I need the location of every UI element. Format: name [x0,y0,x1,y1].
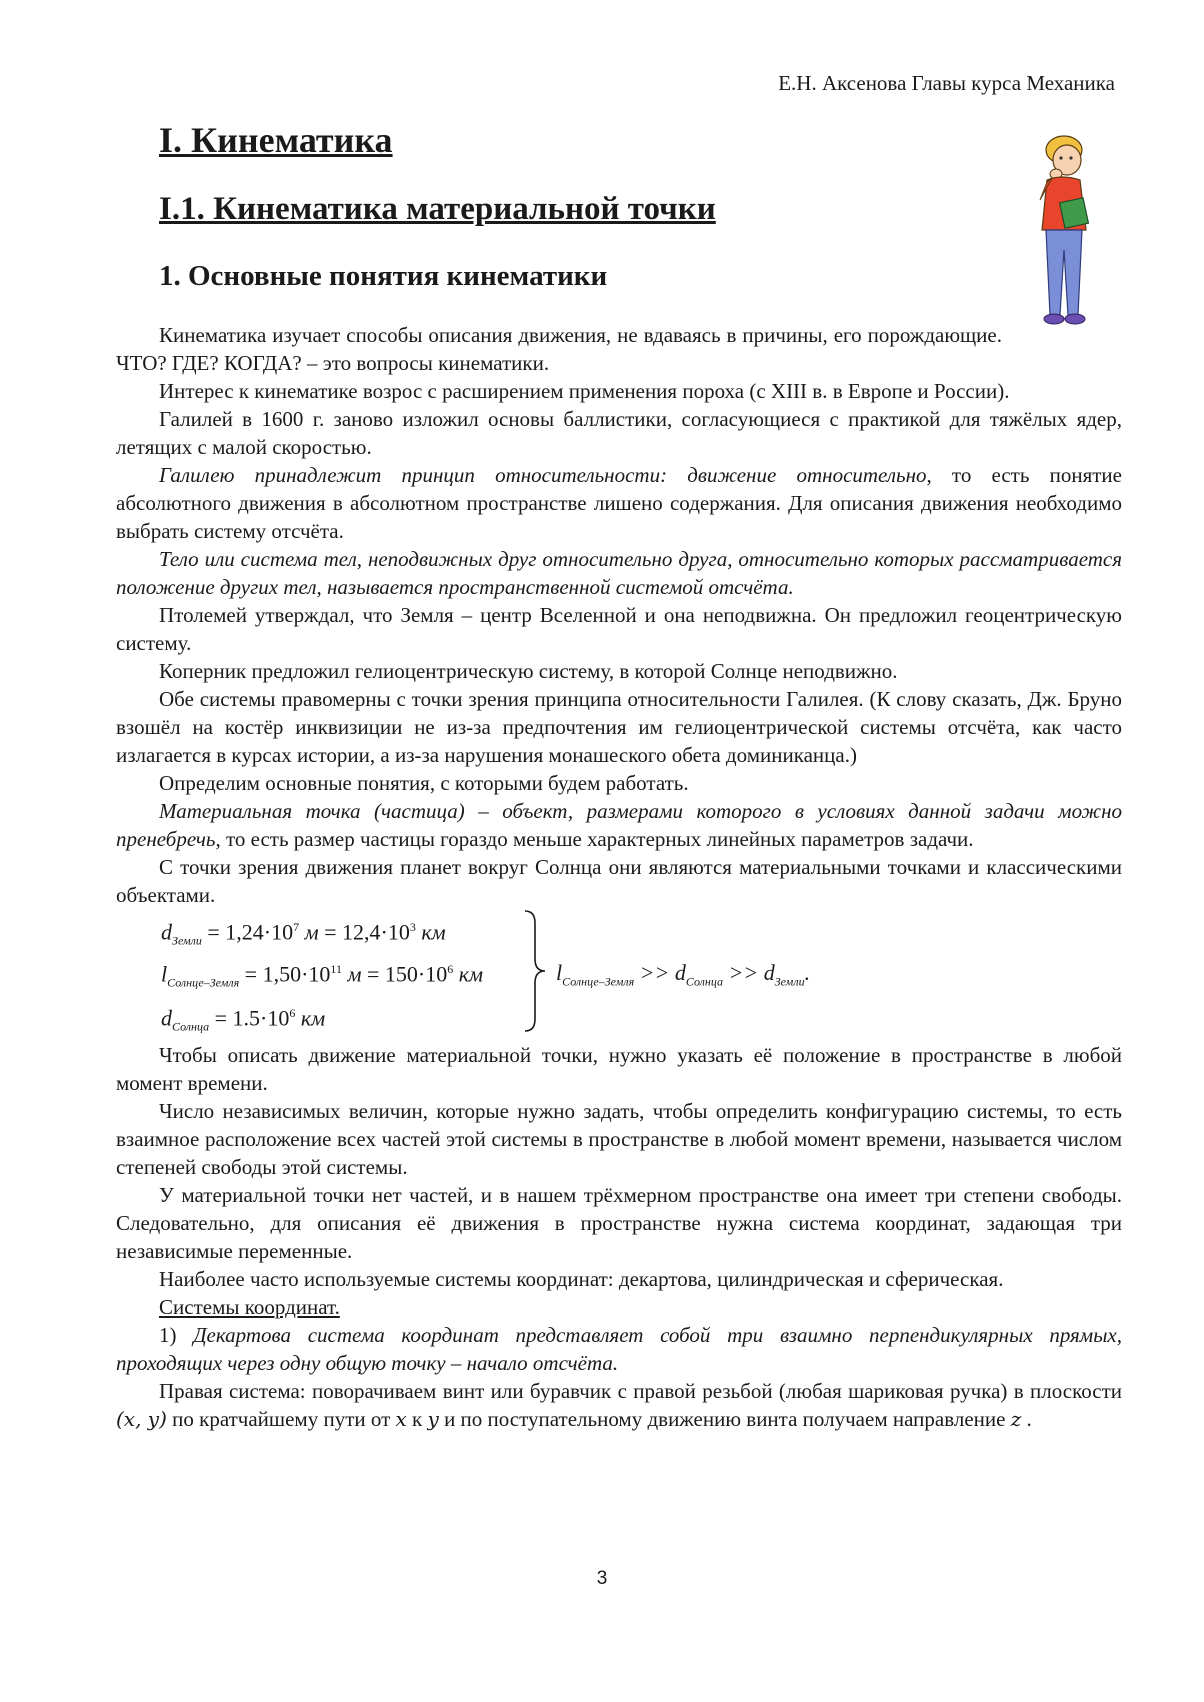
formula-sun-diameter: $d_{Солнца} = 1.5\cdot 10^6$ км [161,1005,326,1034]
paragraph: Кинематика изучает способы описания движения, не вдаваясь в причины, его порождающие. ЧТО? ГДЕ? КОГДА? – это вопросы кинематики. [116,323,1002,375]
section-title: I.1. Кинематика материальной точки [159,191,716,227]
paragraph-text: , то есть понятие абсолютного движения в абсолютном пространстве лишено содержания. Для описания движения необходимо выбрать систему отсчёта. [116,463,1122,543]
paragraph: Птолемей утверждал, что Земля – центр Вселенной и она неподвижна. Он предложил геоцентрическую систему. [116,603,1122,655]
body-text [116,321,1122,1433]
list-number: 1) [159,1323,194,1347]
page-number: 3 [596,1568,608,1589]
paragraph: Чтобы описать движение материальной точки, нужно указать её положение в пространстве в любой момент времени. [116,1043,1122,1095]
paragraph: Интерес к кинематике возрос с расширением применения пороха (с XIII в. в Европе и России). [159,379,1010,403]
paragraph: Коперник предложил гелиоцентрическую систему, в которой Солнце неподвижно. [159,659,898,683]
material-point-definition: Материальная точка (частица) – объект, размерами которого в условиях данной задачи можно пренебречь [116,799,1122,851]
paragraph [116,1377,1122,1433]
paragraph: Галилей в 1600 г. заново изложил основы баллистики, согласующиеся с практикой для тяжёлых ядер, летящих с малой скоростью. [116,407,1122,459]
paragraph: Число независимых величин, которые нужно задать, чтобы определить конфигурацию системы, то есть взаимное расположение всех частей этой системы в пространстве в любой момент времени, называется числом степеней свободы этой системы. [116,1099,1122,1179]
paragraph-text: Правая система: поворачиваем винт или буравчик с правой резьбой (любая шариковая ручка) в плоскости [159,1379,1122,1403]
paragraph-text: и по поступательному движению винта получаем направление [438,1407,1011,1431]
math-y: y [427,1407,439,1431]
paragraph [116,461,1122,545]
formula-earth-diameter: $d_{Земли} = 1,24\cdot 10^7$ $м = 12,4\cdot 10^3$ км [161,919,446,948]
paragraph-text: . [1021,1407,1032,1431]
paragraph: С точки зрения движения планет вокруг Солнца они являются материальными точками и классическими объектами. [116,855,1122,907]
paragraph: У материальной точки нет частей, и в нашем трёхмерном пространстве она имеет три степени свободы. Следовательно, для описания её движения в пространстве нужна система координат, задающая три независимые переменные. [116,1183,1122,1263]
principle-definition: Галилею принадлежит принцип относительности: движение относительно [159,463,927,487]
subsection-title: 1. Основные понятия кинематики [159,260,608,292]
paragraph: Обе системы правомерны с точки зрения принципа относительности Галилея. (К слову сказать, Дж. Бруно взошёл на костёр инквизиции не из-за предпочтения им гелиоцентрической системы отсчёта, как часто излагается в курсах истории, а из-за нарушения монашеского обета доминиканца.) [116,687,1122,767]
thinking-boy-illustration [1012,130,1117,330]
paragraph [116,1321,1122,1377]
reference-frame-definition: Тело или система тел, неподвижных друг относительно друга, относительно которых рассматривается положение других тел, называется пространственной системой отсчёта. [116,547,1122,599]
math-x: x [395,1407,407,1431]
coordinate-systems-label: Системы координат. [159,1295,340,1319]
paragraph: Наиболее часто используемые системы координат: декартова, цилиндрическая и сферическая. [159,1267,1004,1291]
math-xy: (x, y) [116,1407,167,1431]
paragraph-text: по кратчайшему пути от [166,1407,396,1431]
formula-relation: $l_{Солнце-Земля} >> d_{Солнца} >> d_{Земли}$. [556,960,811,989]
math-z: z [1010,1407,1022,1431]
paragraph [116,1293,1122,1321]
paragraph: Определим основные понятия, с которыми будем работать. [159,771,689,795]
running-header: Е.Н. Аксенова Главы курса Механика [778,71,1115,95]
chapter-title: I. Кинематика [159,120,393,160]
formula-sun-earth-distance: $l_{Солнце-Земля} = 1,50\cdot 10^{11}$ $м = 150\cdot 10^6$ км [161,961,484,990]
paragraph [116,797,1122,853]
paragraph-text: к [406,1407,428,1431]
formula-block [116,913,1122,1037]
cartesian-definition: Декартова система координат представляет собой три взаимно перпендикулярных прямых, проходящих через одну общую точку – начало отсчёта. [116,1323,1123,1375]
right-brace [522,909,548,1033]
paragraph-text: , то есть размер частицы гораздо меньше характерных линейных параметров задачи. [215,827,974,851]
